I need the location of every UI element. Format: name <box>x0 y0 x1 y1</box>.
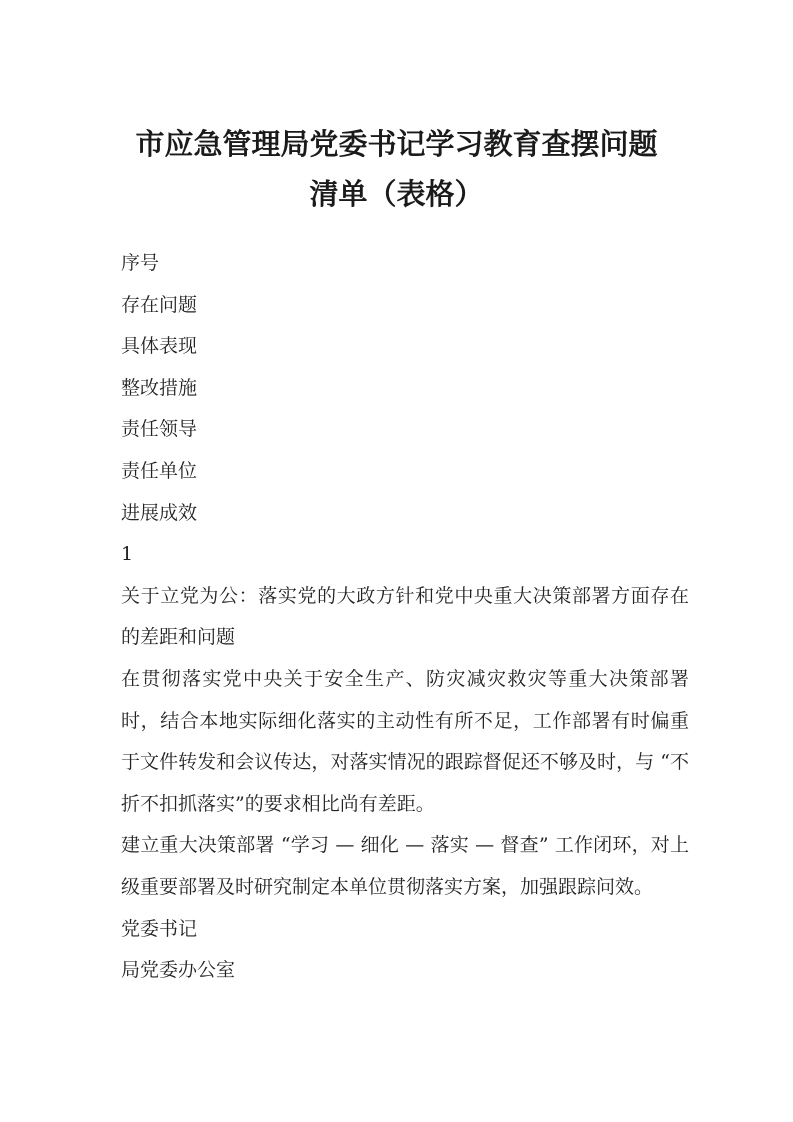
cell-header-measures: 整改措施 <box>121 376 198 399</box>
cell-row-1-manifestation: 在贯彻落实党中央关于安全生产、防灾减灾救灾等重大决策部署时，结合本地实际细化落实的主动性有所不足，工作部署有时偏重于文件转发和会议传达，对落实情况的跟踪督促还不够及时，与 “不折不扣抓落实”的要求相比尚有差距。 <box>121 667 689 815</box>
cell-row-1-responsible-unit: 局党委办公室 <box>121 959 236 982</box>
cell-header-serial: 序号 <box>121 252 160 274</box>
cell-header-manifestation: 具体表现 <box>121 335 198 358</box>
cell-header-problem: 存在问题 <box>121 293 198 316</box>
cell-row-1-problem: 关于立党为公：落实党的大政方针和党中央重大决策部署方面存在的差距和问题 <box>121 584 689 649</box>
document-title-line-1: 市应急管理局党委书记学习教育查摆问题 <box>135 127 658 161</box>
cell-row-1-responsible-leader: 党委书记 <box>121 917 198 940</box>
document-body <box>121 243 689 992</box>
cell-header-responsible-leader: 责任领导 <box>121 418 198 441</box>
cell-row-1-measures: 建立重大决策部署 “学习 — 细化 — 落实 — 督查” 工作闭环，对上级重要部署及时研究制定本单位贯彻落实方案，加强跟踪问效。 <box>121 834 689 898</box>
document-title-line-2: 清单（表格） <box>309 177 484 211</box>
cell-header-progress: 进展成效 <box>121 501 198 524</box>
cell-header-responsible-unit: 责任单位 <box>121 459 198 482</box>
cell-row-1-serial: 1 <box>121 543 134 566</box>
